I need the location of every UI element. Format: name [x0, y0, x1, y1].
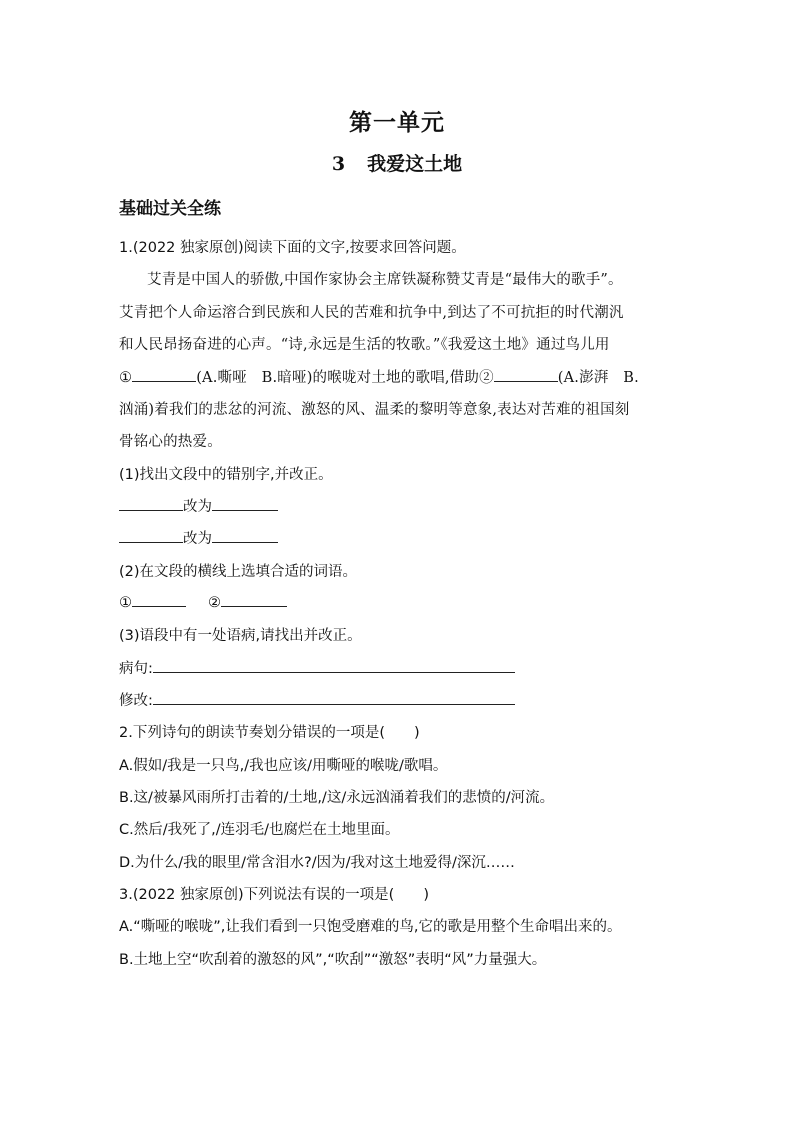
q1-sub2-mark-2: ② [208, 595, 221, 611]
q1-sub1-answer-row-1 [119, 495, 278, 516]
q1-passage-line-6: 骨铭心的热爱。 [119, 434, 222, 450]
q1-sub3-sentence-row [119, 657, 515, 678]
q1-passage-line-4-mid: (A.嘶哑 B.暗哑)的喉咙对土地的歌唱,借助② [196, 370, 494, 386]
q2-option-a[interactable]: A.假如/我是一只鸟,/我也应该/用嘶哑的喉咙/歌唱。 [119, 758, 448, 774]
q1-sub1-answer-row-2 [119, 527, 278, 548]
q1-sub1-correct-blank[interactable] [212, 496, 278, 511]
q1-blank-1[interactable] [132, 367, 196, 382]
q1-sub1-prompt: (1)找出文段中的错别字,并改正。 [119, 467, 333, 483]
q1-sub1-wrong-blank[interactable] [119, 528, 183, 543]
q1-sub3-revise-row [119, 689, 515, 710]
unit-title: 第一单元 [349, 109, 445, 136]
q2-option-d[interactable]: D.为什么/我的眼里/常含泪水?/因为/我对这土地爱得/深沉…… [119, 855, 515, 871]
q1-sub2-prompt: (2)在文段的横线上选填合适的词语。 [119, 564, 358, 580]
q1-passage-line-4 [119, 366, 639, 387]
q2-stem: 2.下列诗句的朗读节奏划分错误的一项是( ) [119, 725, 420, 741]
q1-blank-1-mark: ① [119, 370, 133, 386]
q1-sub3-sentence-blank[interactable] [153, 658, 515, 673]
q3-option-a[interactable]: A.“嘶哑的喉咙”,让我们看到一只饱受磨难的鸟,它的歌是用整个生命唱出来的。 [119, 919, 622, 935]
q3-stem: 3.(2022 独家原创)下列说法有误的一项是( ) [119, 887, 429, 903]
q1-sub1-correct-blank[interactable] [212, 528, 278, 543]
q1-stem: 1.(2022 独家原创)阅读下面的文字,按要求回答问题。 [119, 240, 466, 256]
q2-option-c[interactable]: C.然后/我死了,/连羽毛/也腐烂在土地里面。 [119, 822, 400, 838]
q1-sub2-blank-1[interactable] [132, 592, 186, 607]
q1-sub1-change-to-label: 改为 [183, 499, 212, 515]
q1-sub3-revise-label: 修改: [119, 693, 153, 709]
q1-passage-line-5: 汹涌)着我们的悲忿的河流、激怒的风、温柔的黎明等意象,表达对苦难的祖国刻 [119, 402, 630, 418]
q1-sub3-prompt: (3)语段中有一处语病,请找出并改正。 [119, 628, 362, 644]
q2-option-b[interactable]: B.这/被暴风雨所打击着的/土地,/这/永远汹涌着我们的悲愤的/河流。 [119, 790, 555, 806]
q1-blank-2[interactable] [494, 367, 558, 382]
q1-passage-line-2: 艾青把个人命运溶合到民族和人民的苦难和抗争中,到达了不可抗拒的时代潮汎 [119, 305, 624, 321]
q1-passage-line-1: 艾青是中国人的骄傲,中国作家协会主席铁凝称赞艾青是“最伟大的歌手”。 [147, 272, 623, 288]
lesson-name: 我爱这土地 [367, 153, 463, 175]
q1-sub2-mark-1: ① [119, 595, 132, 611]
section-title: 基础过关全练 [119, 199, 221, 219]
lesson-title [0, 149, 794, 176]
q1-sub2-answer-row [119, 592, 287, 611]
q1-sub1-wrong-blank[interactable] [119, 496, 183, 511]
q1-sub3-sentence-label: 病句: [119, 661, 153, 677]
q1-passage-line-4-end: (A.澎湃 B. [557, 370, 639, 386]
q1-sub2-blank-2[interactable] [221, 592, 287, 607]
q3-option-b[interactable]: B.土地上空“吹刮着的激怒的风”,“吹刮”“激怒”表明“风”力量强大。 [119, 952, 547, 968]
q1-sub3-revise-blank[interactable] [153, 690, 515, 705]
q1-sub1-change-to-label: 改为 [183, 531, 212, 547]
q1-passage-line-3: 和人民昂扬奋进的心声。“诗,永远是生活的牧歌。”《我爱这土地》通过鸟儿用 [119, 337, 610, 353]
lesson-number: 3 [331, 153, 346, 175]
